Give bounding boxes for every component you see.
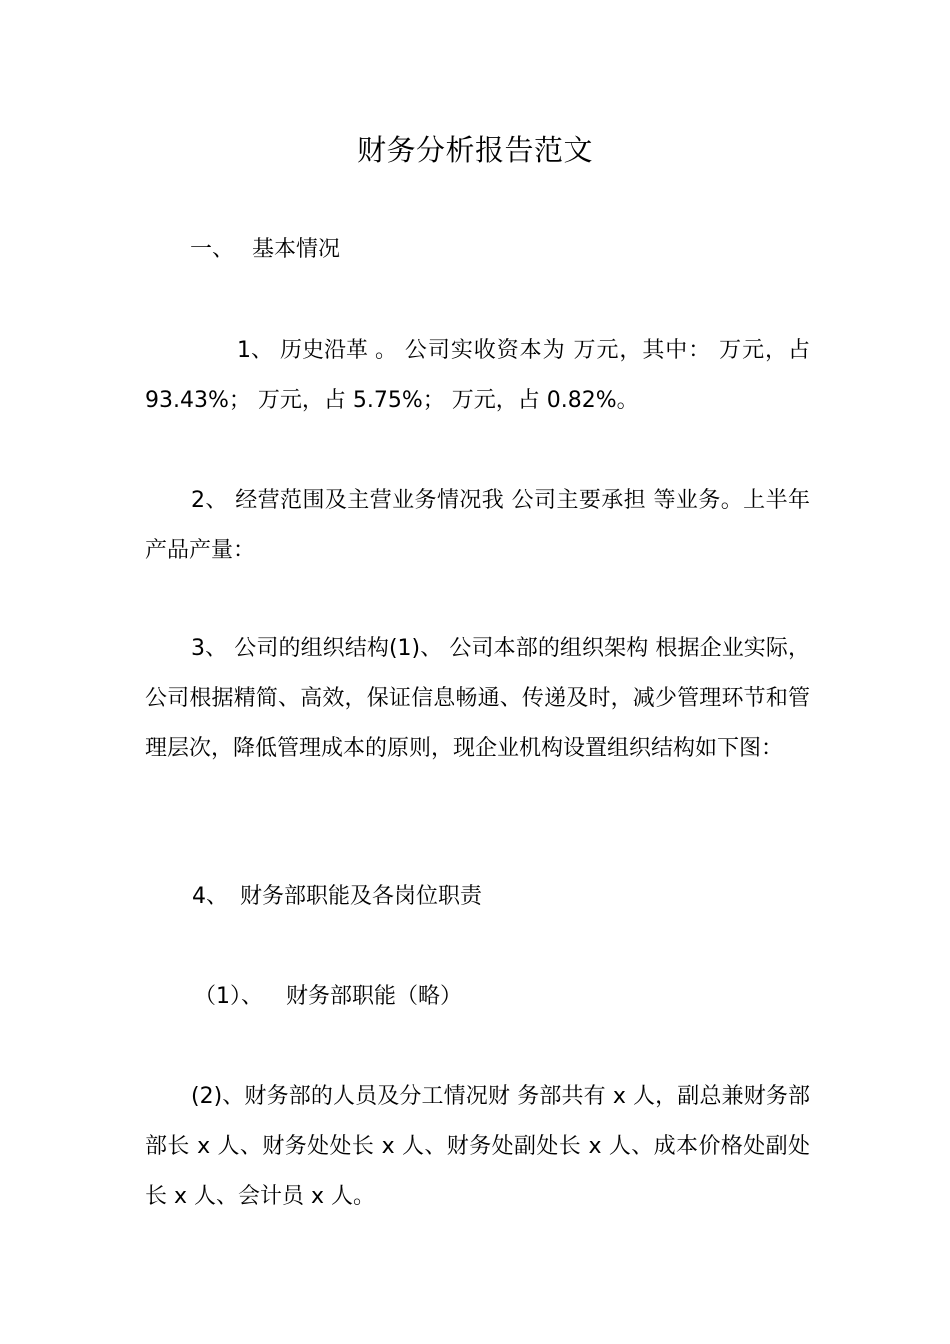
- paragraph-lead: 1、 历史沿革 。: [237, 338, 397, 363]
- sub-item-heading-functions: [194, 975, 462, 1019]
- paragraph-text: 公司实收资本为 万元，其中： 万元，占 93.43%； 万元，占 5.75%； 万元，占 0.82%。: [145, 338, 810, 413]
- item-heading-text: 财务部职能及各岗位职责: [240, 884, 483, 909]
- section-number: 一、: [190, 237, 235, 262]
- paragraph-staffing: [145, 1072, 810, 1222]
- paragraph-history: [145, 326, 810, 426]
- paragraph-text: 务部共有 x 人，副总兼财务部部长 x 人、财务处处长 x 人、财务处副处长 x 人、成本价格处副处长 x 人、会计员 x 人。: [145, 1084, 810, 1209]
- item-number: 4、: [192, 884, 228, 909]
- paragraph-business-scope: [145, 476, 810, 576]
- paragraph-lead: 2、 经营范围及主营业务情况我: [191, 488, 505, 513]
- paragraph-lead: 3、 公司的组织结构(1)、: [191, 636, 443, 661]
- section-heading-text: 基本情况: [252, 237, 341, 262]
- section-heading-basic-info: [190, 228, 340, 272]
- sub-item-number: （1）、: [194, 984, 263, 1009]
- paragraph-text: 公司主要承担 等业务。上半年产品产量：: [145, 488, 810, 563]
- sub-item-heading-text: 财务部职能（略）: [286, 984, 463, 1009]
- paragraph-text: 公司本部的组织架构 根据企业实际，公司根据精简、高效，保证信息畅通、传递及时，减少管理环节和管理层次，降低管理成本的原则，现企业机构设置组织结构如下图：: [145, 636, 810, 761]
- document-title: 财务分析报告范文: [356, 133, 593, 167]
- paragraph-lead: (2)、财务部的人员及分工情况财: [191, 1084, 511, 1109]
- paragraph-organization: [145, 624, 810, 774]
- item-heading-finance-dept: [192, 875, 482, 919]
